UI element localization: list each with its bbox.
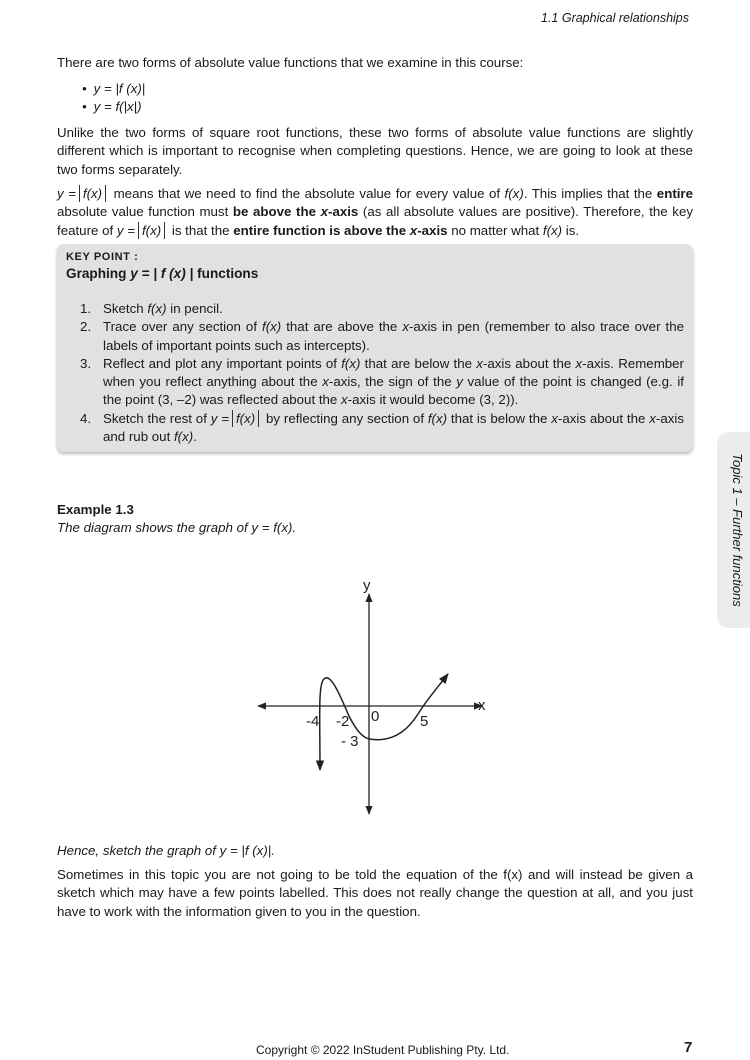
closing-paragraph: Sometimes in this topic you are not going to be told the equation of the f(x) and will instead be given a sketch which may have a few points labelled. This does not really change the question at all, and you just have to work with the information given to you in the question. bbox=[57, 867, 693, 919]
y-intercept-label: - 3 bbox=[341, 733, 359, 750]
paragraph-absolute-value: y = f(x) means that we need to find the absolute value for every value of f(x). This implies that the entire absolute value function must be above the x-axis (as all absolute values are positive). Therefore, the key feature of y = f(x) is that the entire function is above the x-axis no matter what f(x) is. bbox=[57, 186, 694, 238]
topic-side-tab bbox=[717, 432, 750, 628]
x-intercept-label: -2 bbox=[336, 713, 350, 730]
y-axis-label: y bbox=[363, 577, 371, 594]
step-item: 3. Reflect and plot any important points of f(x) that are below the x-axis about the x-axis. Remember when you reflect anything about the x-axis, the sign of the y value of the point is changed (e.g. if the point (3, –2) was reflected about the x-axis it would become (3, 2)). bbox=[80, 355, 684, 408]
x-intercept-label: -4 bbox=[306, 713, 320, 730]
step-item: 1. Sketch f(x) in pencil. bbox=[80, 301, 223, 316]
function-graph bbox=[248, 572, 498, 820]
origin-label: 0 bbox=[371, 708, 380, 725]
key-point-steps bbox=[80, 300, 684, 446]
running-head: 1.1 Graphical relationships bbox=[541, 11, 689, 25]
example-question: Hence, sketch the graph of y = |f (x)|. bbox=[57, 843, 275, 858]
key-point-label: KEY POINT : bbox=[66, 251, 139, 263]
example-heading: Example 1.3 bbox=[57, 502, 134, 517]
form-item: • y = |f (x)| bbox=[82, 80, 145, 98]
forms-list bbox=[82, 80, 145, 116]
example-statement: The diagram shows the graph of y = f(x). bbox=[57, 520, 297, 535]
x-axis-label: x bbox=[478, 697, 486, 714]
topic-side-tab-label: Topic 1 – Further functions bbox=[730, 453, 746, 607]
x-intercept-label: 5 bbox=[420, 713, 429, 730]
step-item: 4. Sketch the rest of y = f(x) by reflecting any section of f(x) that is below the x-axis about the x-axis and rub out f(x). bbox=[80, 410, 684, 445]
key-point-title: Graphing y = | f (x) | functions bbox=[66, 266, 259, 281]
copyright-footer: Copyright © 2022 InStudent Publishing Pty. Ltd. bbox=[256, 1043, 510, 1057]
page-number: 7 bbox=[684, 1039, 693, 1056]
step-item: 2. Trace over any section of f(x) that are above the x-axis in pen (remember to also trace over the labels of important points such as intercepts). bbox=[80, 319, 684, 353]
intro-text: There are two forms of absolute value functions that we examine in this course: bbox=[57, 55, 524, 70]
key-point-box bbox=[57, 244, 693, 452]
paragraph-forms: Unlike the two forms of square root functions, these two forms of absolute value functions are slightly different which is important to recognise when completing questions. Hence, we are going to look at these two forms separately. bbox=[57, 125, 693, 177]
form-item: • y = f(|x|) bbox=[82, 98, 145, 116]
